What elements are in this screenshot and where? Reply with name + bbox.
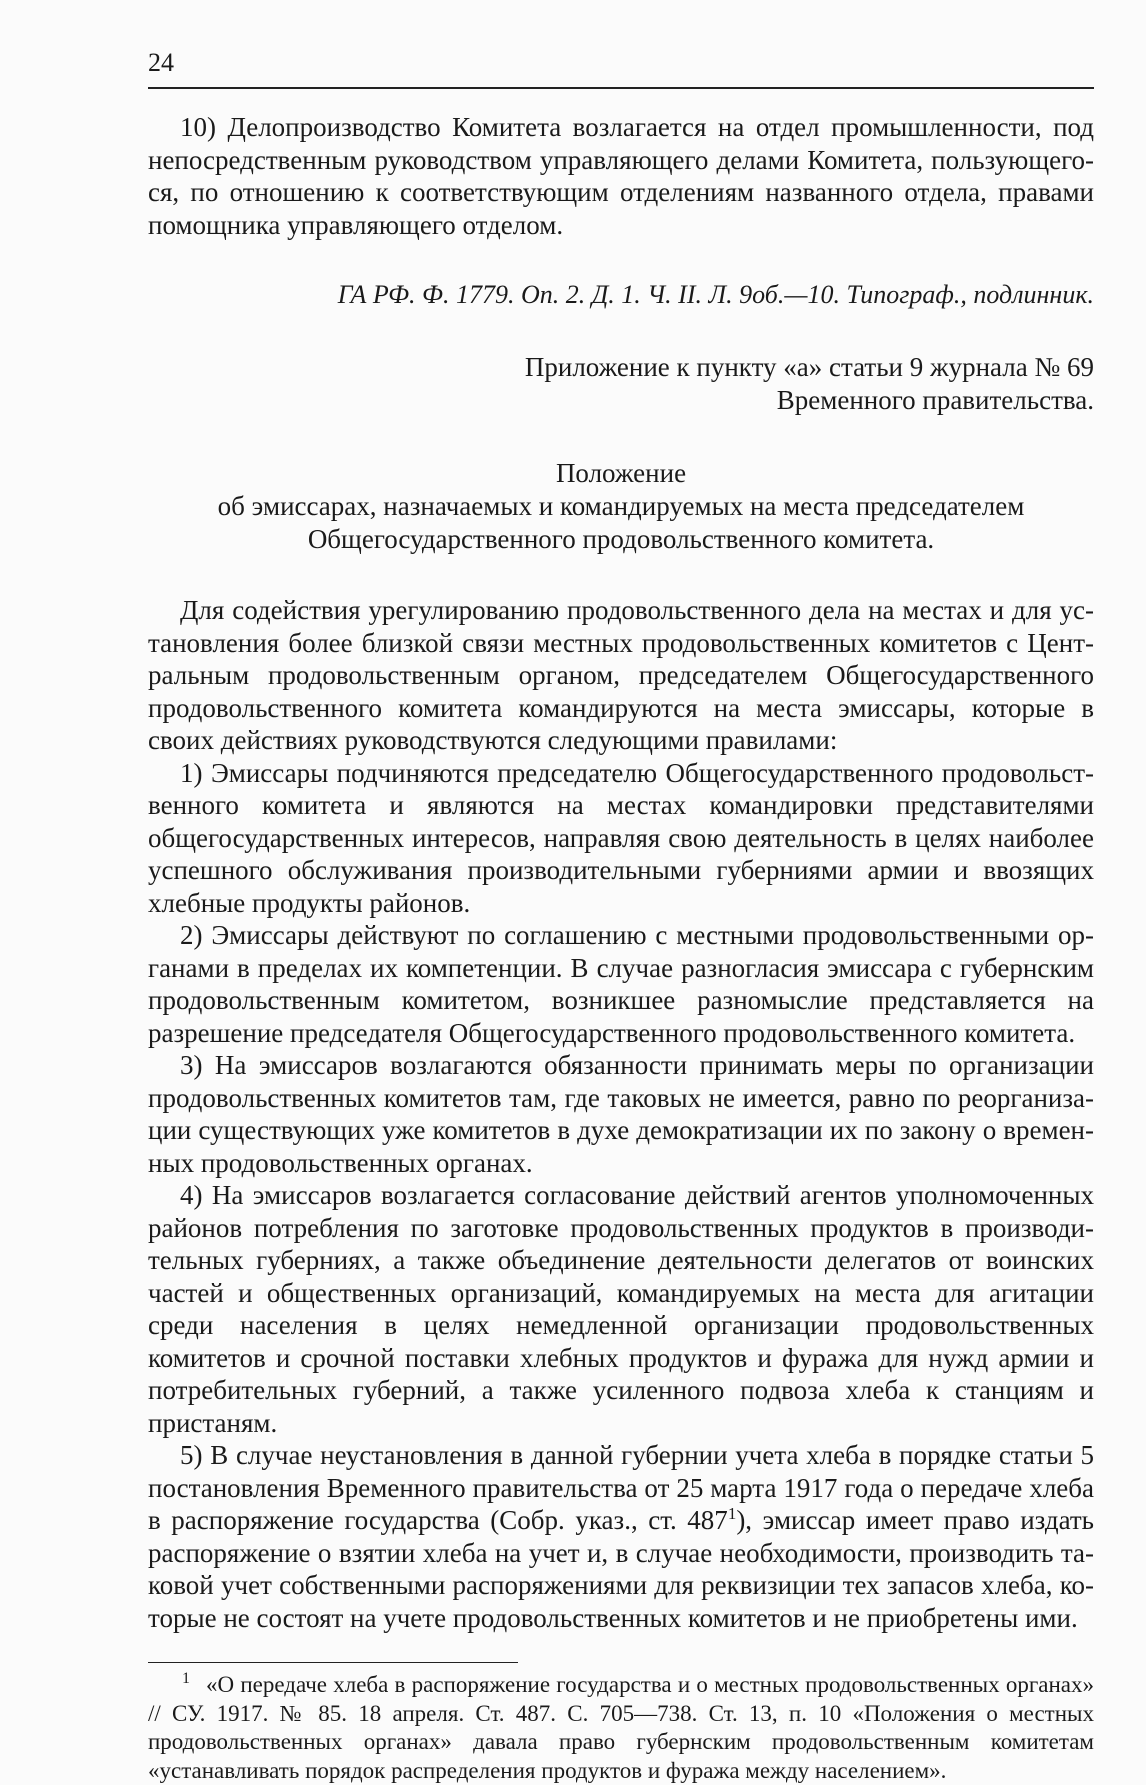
body-preamble: Для содействия урегулированию продовольственного дела на местах и для установления более близкой связи местных продовольственных комитетов с Центральным продовольственным органом, председателем Общегосударственного продовольственного комитета командируются на места эмиссары, которые в своих действиях руководствуются следующими правилами: [148, 595, 1094, 755]
footnote-marker: 1 [182, 1670, 190, 1688]
body-item-1: 1) Эмиссары подчиняются председателю Общегосударственного продовольственного комитета и являются на местах командировки представителями общегосударственных интересов, направляя свою деятельность в целях наиболее успешного обслуживания производительными губерниями армии и ввозящих хлебные продукты районов. [148, 757, 1094, 918]
page-number: 24 [148, 48, 174, 77]
appendix-heading [148, 351, 1094, 417]
document-title [148, 457, 1094, 556]
body-item-5 [148, 1439, 1094, 1634]
footnote-reference: 1 [727, 1504, 737, 1523]
footnote [148, 1671, 1094, 1785]
appendix-line-1: Приложение к пункту «а» статьи 9 журнала № 69 [524, 352, 1094, 382]
body-item-3: 3) На эмиссаров возлагаются обязанности принимать меры по организации продовольственных комитетов там, где таковых не имеется, равно по реорганизации существующих уже комитетов в духе демократизации их по закону о временных продовольственных органах. [148, 1050, 1094, 1178]
item-5-text-start: 5) В случае неустановления в данной губернии учета хлеба в порядке статьи 5 постановления Временного правительства от 25 марта 1917 года о передаче хлеба в распоряжение государства (Собр. указ., ст. 487 [148, 1440, 1094, 1535]
header-rule [148, 87, 1094, 89]
body-item-2: 2) Эмиссары действуют по соглашению с местными продовольственными органами в пределах их компетенции. В случае разногласия эмиссара с губернским продовольственным комитетом, возникшее разномыслие представляется на разрешение председателя Общегосударственного продовольственного комитета. [148, 920, 1094, 1048]
title-line-2: об эмиссарах, назначаемых и командируемых на места председателем [217, 491, 1025, 521]
appendix-line-2: Временного правительства. [776, 385, 1094, 415]
footnote-rule [148, 1662, 518, 1663]
intro-item-10: 10) Делопроизводство Комитета возлагается на отдел промышленности, под непосредственным руководством управляющего делами Комитета, пользующегося, по отношению к соответствующим отделениям названного отдела, правами помощника управляющего отделом. [148, 112, 1094, 240]
title-line-1: Положение [555, 458, 687, 488]
archival-citation: ГА РФ. Ф. 1779. Оп. 2. Д. 1. Ч. II. Л. 9об.—10. Типограф., подлинник. [337, 280, 1094, 309]
item-5-text-end: ), эмиссар имеет право издать распоряжение о взятии хлеба на учет и, в случае необходимости, производить таковой учет собственными распоряжениями для реквизиции тех запасов хлеба, которые не состоят на учете продовольственных комитетов и не приобретены ими. [148, 1505, 1094, 1633]
footnote-text: «О передаче хлеба в распоряжение государства и о местных продовольственных органах» // СУ. 1917. № 85. 18 апреля. Ст. 487. С. 705—738. Ст. 13, п. 10 «Положения о местных продовольственных органах» давала право губернским продовольственным комитетам «устанавливать порядок распределения продуктов и фуража между населением». [148, 1672, 1094, 1783]
title-line-3: Общегосударственного продовольственного комитета. [307, 524, 935, 554]
document-page [148, 48, 1094, 1785]
body-item-4: 4) На эмиссаров возлагается согласование действий агентов уполномоченных районов потребления по заготовке продовольственных продуктов в производительных губерниях, а также объединение деятельности делегатов от воинских частей и общественных организаций, командируемых на места для агитации среди населения в целях немедленной организации продовольственных комитетов и срочной поставки хлебных продуктов и фуража для нужд армии и потребительных губерний, а также усиленного подвоза хлеба к станциям и пристаням. [148, 1180, 1094, 1438]
